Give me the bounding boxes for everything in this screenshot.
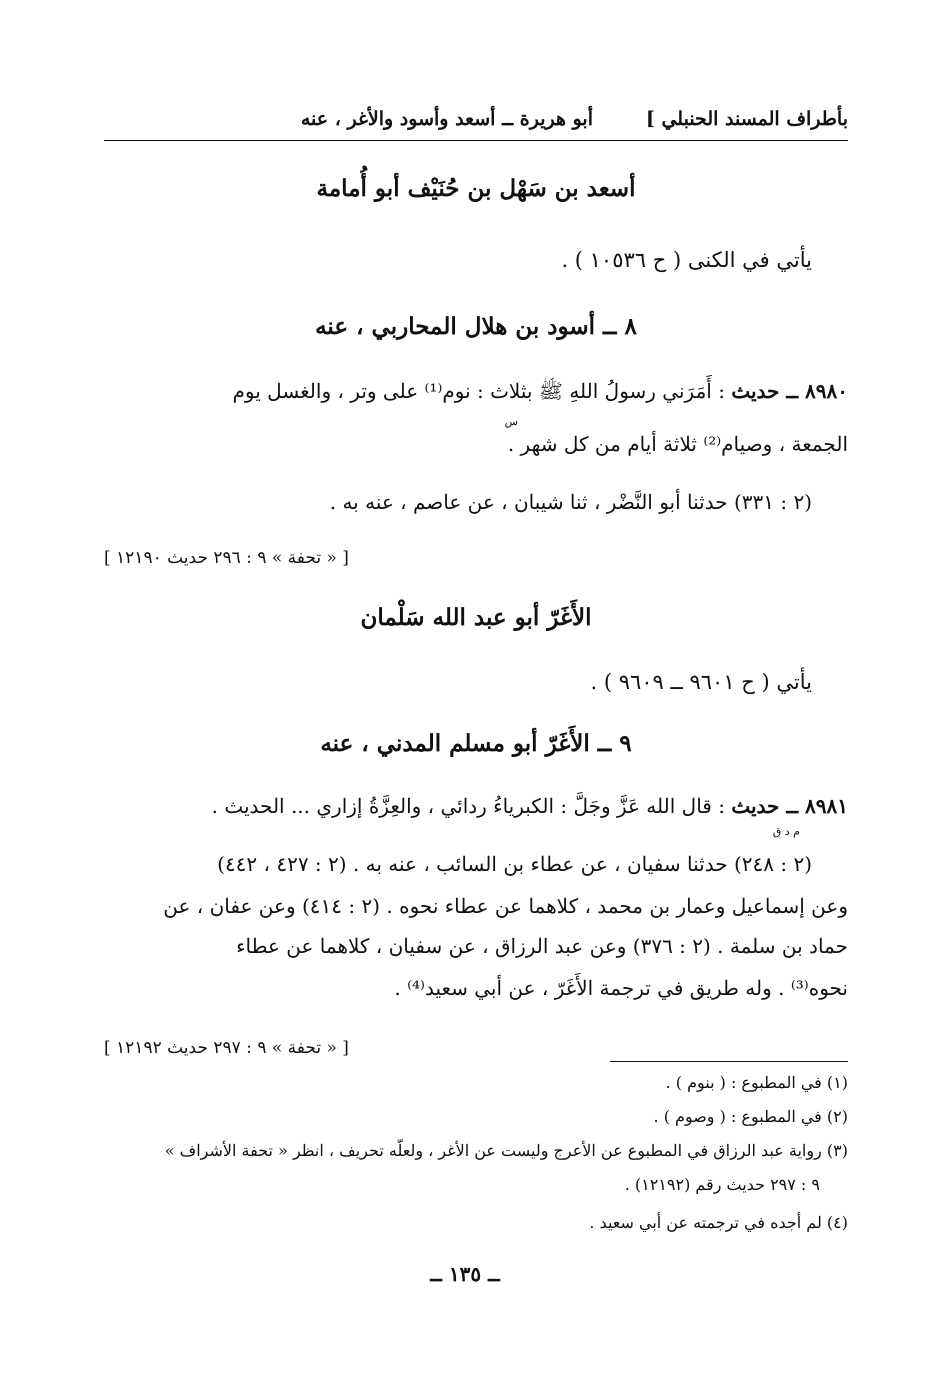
cross-reference-agharr: يأتي ( ح ٩٦٠١ ــ ٩٦٠٩ ) .: [590, 670, 812, 694]
isnad-8981-line-3: حماد بن سلمة . (٢ : ٣٧٦) وعن عبد الرزاق ، عن سفيان ، كلاهما عن عطاء: [236, 934, 848, 958]
header-chapter-title: أبو هريرة ــ أسعد وأسود والأغر ، عنه: [300, 108, 593, 130]
isnad-8980: (٢ : ٣٣١) حدثنا أبو النَّضْر ، ثنا شيبان ، عن عاصم ، عنه به .: [329, 490, 812, 514]
hadith-text: : أَمَرَني رسولُ اللهِ ﷺ بثلاث : نوم⁽¹⁾ على وتر ، والغسل يوم: [232, 379, 725, 403]
footnote-1: (١) في المطبوع : ( بنوم ) .: [665, 1073, 848, 1092]
footnote-4: (٤) لم أجده في ترجمته عن أبي سعيد .: [589, 1213, 848, 1232]
footnote-divider: [610, 1061, 848, 1062]
isnad-8981-line-4: نحوه⁽³⁾ . وله طريق في ترجمة الأَغَرّ ، عن أبي سعيد⁽⁴⁾ .: [394, 976, 848, 1000]
isnad-8981-line-1: (٢ : ٢٤٨) حدثنا سفيان ، عن عطاء بن السائب ، عنه به . (٢ : ٤٢٧ ، ٤٤٢): [217, 852, 812, 876]
tuhfa-reference-8981: [ « تحفة » ٩ : ٢٩٧ حديث ١٢١٩٢ ]: [104, 1038, 349, 1058]
header-divider: [104, 140, 848, 141]
section-title-aswad: ٨ ــ أسود بن هلال المحاربي ، عنه: [315, 313, 637, 340]
footnote-3-line-2: ٩ : ٢٩٧ حديث رقم (١٢١٩٢) .: [624, 1175, 820, 1194]
collection-marker: م د ق: [772, 825, 800, 838]
hadith-8980-line-1: [104, 377, 848, 405]
hadith-number: ٨٩٨٠ ــ حديث: [731, 379, 848, 403]
tuhfa-reference-8980: [ « تحفة » ٩ : ٢٩٦ حديث ١٢١٩٠ ]: [104, 548, 349, 568]
hadith-text: : قال الله عَزَّ وجَلَّ : الكبرياءُ ردائي ، والعِزَّةُ إزاري ... الحديث .: [211, 794, 725, 818]
hadith-number: ٨٩٨١ ــ حديث: [731, 794, 848, 818]
running-header: [104, 108, 848, 138]
hadith-8980-line-2: الجمعة ، وصيام⁽²⁾ ثلاثة أيام من كل شهر .: [507, 432, 848, 456]
header-book-title: بأطراف المسند الحنبلي ]: [645, 108, 848, 130]
collection-marker: س: [504, 415, 518, 428]
isnad-8981-line-2: وعن إسماعيل وعمار بن محمد ، كلاهما عن عطاء نحوه . (٢ : ٤١٤) وعن عفان ، عن: [163, 894, 848, 918]
footnote-3-line-1: (٣) رواية عبد الرزاق في المطبوع عن الأعرج وليست عن الأغر ، ولعلّه تحريف ، انظر « تحفة الأشراف »: [164, 1141, 848, 1160]
cross-reference: يأتي في الكنى ( ح ١٠٥٣٦ ) .: [561, 248, 812, 272]
hadith-8981-line-1: [212, 792, 848, 820]
section-title-asad: أسعد بن سَهْل بن حُنَيْف أبو أُمامة: [316, 175, 636, 202]
section-title-agharr-muslim: ٩ ــ الأَغَرّ أبو مسلم المدني ، عنه: [320, 730, 632, 757]
footnote-2: (٢) في المطبوع : ( وصوم ) .: [653, 1107, 848, 1126]
section-title-agharr-salman: الأَغَرّ أبو عبد الله سَلْمان: [360, 604, 592, 631]
page-number: ــ ١٣٥ ــ: [430, 1262, 500, 1286]
